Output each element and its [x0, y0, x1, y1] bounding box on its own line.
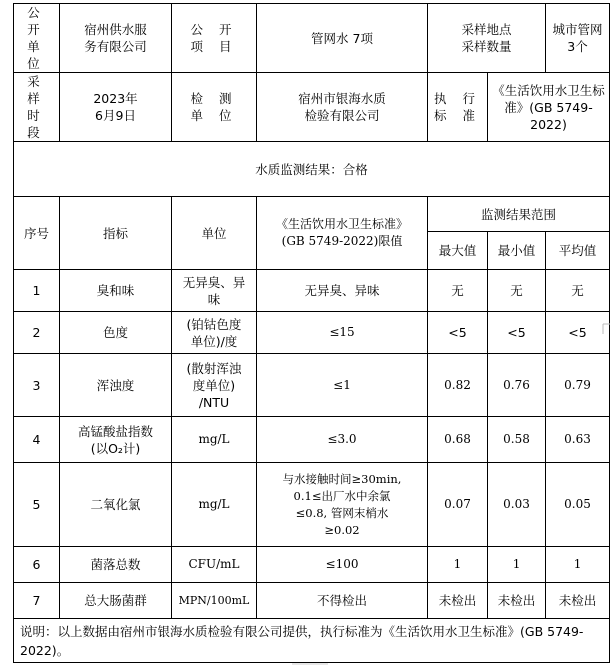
- row-avg: 无: [546, 270, 610, 312]
- pub-item-value: 管网水 7项: [257, 4, 428, 73]
- row-item: 浑浊度: [60, 354, 172, 417]
- row-item: 菌落总数: [60, 547, 172, 583]
- row-min: 未检出: [488, 583, 546, 619]
- row-unit: CFU/mL: [172, 547, 257, 583]
- row-limit: ≤100: [257, 547, 428, 583]
- header-item: 指标: [60, 197, 172, 270]
- header-max: 最大值: [428, 232, 488, 270]
- info-row-2: [14, 73, 610, 142]
- row-limit: 无异臭、异味: [257, 270, 428, 312]
- row-avg: 0.63: [546, 417, 610, 463]
- site-value: 城市管网 3个: [546, 4, 610, 73]
- pub-unit-value: 宿州供水服 务有限公司: [60, 4, 172, 73]
- report-table: [13, 3, 610, 663]
- row-item: 色度: [60, 312, 172, 354]
- header-limit: 《生活饮用水卫生标准》 (GB 5749-2022)限值: [257, 197, 428, 270]
- row-limit: ≤15: [257, 312, 428, 354]
- table-row: [14, 547, 610, 583]
- pub-item-label: 公 开 项 目: [172, 4, 257, 73]
- header-row-1: [14, 197, 610, 232]
- row-no: 5: [14, 463, 60, 547]
- row-max: 1: [428, 547, 488, 583]
- row-max: 无: [428, 270, 488, 312]
- row-unit: 无异臭、异 味: [172, 270, 257, 312]
- table-row: [14, 354, 610, 417]
- table-row: [14, 312, 610, 354]
- row-unit: (散射浑浊 度单位) /NTU: [172, 354, 257, 417]
- row-max: 0.68: [428, 417, 488, 463]
- header-avg: 平均值: [546, 232, 610, 270]
- row-item: 二氧化氯: [60, 463, 172, 547]
- table-row: [14, 583, 610, 619]
- row-unit: MPN/100mL: [172, 583, 257, 619]
- row-limit: ≤3.0: [257, 417, 428, 463]
- site-label: 采样地点 采样数量: [428, 4, 546, 73]
- header-min: 最小值: [488, 232, 546, 270]
- row-min: 1: [488, 547, 546, 583]
- result-title: 水质监测结果：合格: [14, 142, 610, 197]
- period-label: 采 样 时 段: [14, 73, 60, 142]
- row-item: 总大肠菌群: [60, 583, 172, 619]
- row-min: 0.58: [488, 417, 546, 463]
- pub-unit-label: 公 开 单 位: [14, 4, 60, 73]
- page-edge-marker-icon: [290, 659, 330, 665]
- row-limit: ≤1: [257, 354, 428, 417]
- row-unit: mg/L: [172, 463, 257, 547]
- row-unit: (铂钴色度 单位)/度: [172, 312, 257, 354]
- table-row: [14, 417, 610, 463]
- row-no: 7: [14, 583, 60, 619]
- row-no: 2: [14, 312, 60, 354]
- row-no: 4: [14, 417, 60, 463]
- row-max: 0.82: [428, 354, 488, 417]
- std-value: 《生活饮用水卫生标 准》(GB 5749-2022): [488, 73, 610, 142]
- water-quality-report: [13, 3, 610, 663]
- row-no: 3: [14, 354, 60, 417]
- result-title-row: [14, 142, 610, 197]
- header-unit: 单位: [172, 197, 257, 270]
- row-unit: mg/L: [172, 417, 257, 463]
- row-avg: 0.05: [546, 463, 610, 547]
- table-row: [14, 270, 610, 312]
- row-max: <5: [428, 312, 488, 354]
- row-no: 1: [14, 270, 60, 312]
- row-max: 0.07: [428, 463, 488, 547]
- row-avg: <5: [546, 312, 610, 354]
- row-min: <5: [488, 312, 546, 354]
- row-item: 臭和味: [60, 270, 172, 312]
- row-min: 0.03: [488, 463, 546, 547]
- row-avg: 未检出: [546, 583, 610, 619]
- row-max: 未检出: [428, 583, 488, 619]
- margin-marker-icon: [601, 322, 611, 336]
- period-value: 2023年 6月9日: [60, 73, 172, 142]
- row-avg: 0.79: [546, 354, 610, 417]
- std-label: 执 行 标 准: [428, 73, 488, 142]
- note-row: [14, 619, 610, 663]
- row-min: 无: [488, 270, 546, 312]
- inspect-value: 宿州市银海水质 检验有限公司: [257, 73, 428, 142]
- row-no: 6: [14, 547, 60, 583]
- header-range: 监测结果范围: [428, 197, 610, 232]
- row-limit: 与水接触时间≥30min, 0.1≤出厂水中余氯 ≤0.8, 管网末梢水 ≥0.02: [257, 463, 428, 547]
- table-row: [14, 463, 610, 547]
- info-row-1: [14, 4, 610, 73]
- footnote: 说明：以上数据由宿州市银海水质检验有限公司提供，执行标准为《生活饮用水卫生标准》(GB 5749-2022)。: [14, 619, 610, 663]
- row-item: 高锰酸盐指数 (以O₂计): [60, 417, 172, 463]
- inspect-label: 检 测 单 位: [172, 73, 257, 142]
- header-no: 序号: [14, 197, 60, 270]
- row-limit: 不得检出: [257, 583, 428, 619]
- row-min: 0.76: [488, 354, 546, 417]
- row-avg: 1: [546, 547, 610, 583]
